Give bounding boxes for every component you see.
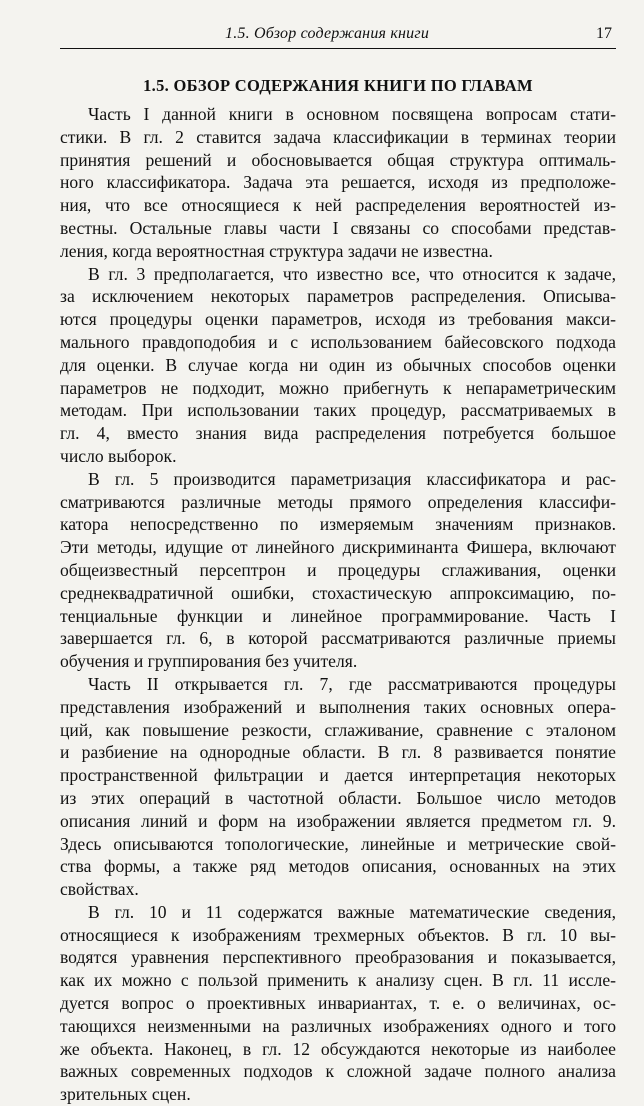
text-line: тенциальные функции и линейное программирование. Часть I (60, 605, 616, 626)
text-line: Часть I данной книги в основном посвящена вопросам стати- (88, 104, 616, 124)
text-line: общеизвестный персептрон и процедуры сглаживания, оценки (60, 559, 616, 580)
text-line: ций, как повышение резкости, сглаживание, сравнение с эталоном (60, 719, 616, 740)
paragraph-3 (60, 468, 616, 673)
text-line: катора непосредственно по измеряемым значениям признаков. (60, 514, 616, 535)
text-line: свойствах. (60, 879, 139, 900)
text-line: вестны. Остальные главы части I связаны со способами представ- (60, 217, 616, 238)
text-line: ются процедуры оценки параметров, исходя из требования макси- (60, 309, 616, 330)
text-line: водятся уравнения перспективного преобразования и показывается, (60, 947, 616, 968)
text-line: дуется вопрос о проективных инвариантах, т. е. о величинах, ос- (60, 993, 616, 1014)
text-line: В гл. 10 и 11 содержатся важные математические сведения, (88, 901, 616, 922)
section-title: 1.5. ОБЗОР СОДЕРЖАНИЯ КНИГИ ПО ГЛАВАМ (143, 76, 533, 95)
text-line: для оценки. В случае когда ни один из обычных способов оценки (60, 354, 616, 375)
text-line: представления изображений и выполнения таких основных опера- (60, 696, 616, 717)
text-line: среднеквадратичной ошибки, стохастическую аппроксимацию, по- (60, 582, 616, 603)
text-line: Здесь описываются топологические, линейные и метрические свой- (60, 833, 616, 854)
paragraph-1 (60, 103, 616, 263)
paragraph-5 (60, 901, 616, 1106)
text-line: число выборок. (60, 445, 177, 466)
text-line: относящиеся к изображениям трехмерных объектов. В гл. 10 вы- (60, 924, 616, 945)
paragraph-2 (60, 263, 616, 468)
text-line: за исключением некоторых параметров распределения. Описыва- (60, 286, 616, 307)
text-line: принятия решений и обосновывается общая структура оптималь- (60, 149, 616, 170)
text-line: методам. При использовании таких процедур, рассматриваемых в (60, 400, 616, 421)
text-line: стики. В гл. 2 ставится задача классификации в терминах теории (60, 126, 616, 147)
text-line: ния, что все относящиеся к ней распределения вероятностей из- (60, 195, 616, 216)
text-line: ного классификатора. Задача эта решается, исходя из предположе- (60, 172, 616, 193)
text-line: мального правдоподобия и с использованием байесовского подхода (60, 331, 616, 352)
text-line: обучения и группирования без учителя. (60, 651, 358, 672)
running-header (60, 22, 616, 49)
text-line: ства формы, а также ряд методов описания, основанных на этих (60, 856, 616, 877)
text-line: параметров не подходит, можно прибегнуть к непараметрическим (60, 377, 616, 398)
text-line: как их можно с пользой применить к анализу сцен. В гл. 11 иссле- (60, 970, 616, 991)
text-line: описания линий и форм на изображении является предметом гл. 9. (60, 810, 616, 831)
running-header-title: 1.5. Обзор содержания книги (225, 25, 430, 42)
text-line: сматриваются различные методы прямого определения классифи- (60, 491, 616, 512)
text-line: зрительных сцен. (60, 1084, 191, 1105)
text-line: тающихся неизменными на различных изображениях одного и того (60, 1015, 616, 1036)
text-line: Часть II открывается гл. 7, где рассматриваются процедуры (88, 673, 616, 694)
text-line: В гл. 5 производится параметризация классификатора и рас- (88, 468, 616, 489)
paragraph-4 (60, 673, 616, 901)
page-number: 17 (596, 25, 612, 42)
text-line: гл. 4, вместо знания вида распределения потребуется большое (60, 423, 616, 444)
body-text (60, 103, 616, 1106)
text-line: же объекта. Наконец, в гл. 12 обсуждаются некоторые из наиболее (60, 1038, 616, 1059)
text-line: В гл. 3 предполагается, что известно все, что относится к задаче, (88, 263, 616, 284)
text-line: пространственной фильтрации и дается интерпретация некоторых (60, 765, 616, 786)
text-line: и разбиение на однородные области. В гл. 8 развивается понятие (60, 742, 616, 763)
text-line: из этих операций в частотной области. Большое число методов (60, 787, 616, 808)
text-line: завершается гл. 6, в которой рассматриваются различные приемы (60, 628, 616, 649)
text-line: Эти методы, идущие от линейного дискриминанта Фишера, включают (60, 537, 616, 558)
text-line: ления, когда вероятностная структура задачи не известна. (60, 240, 493, 261)
text-line: важных современных подходов к сложной задаче полного анализа (60, 1061, 616, 1082)
